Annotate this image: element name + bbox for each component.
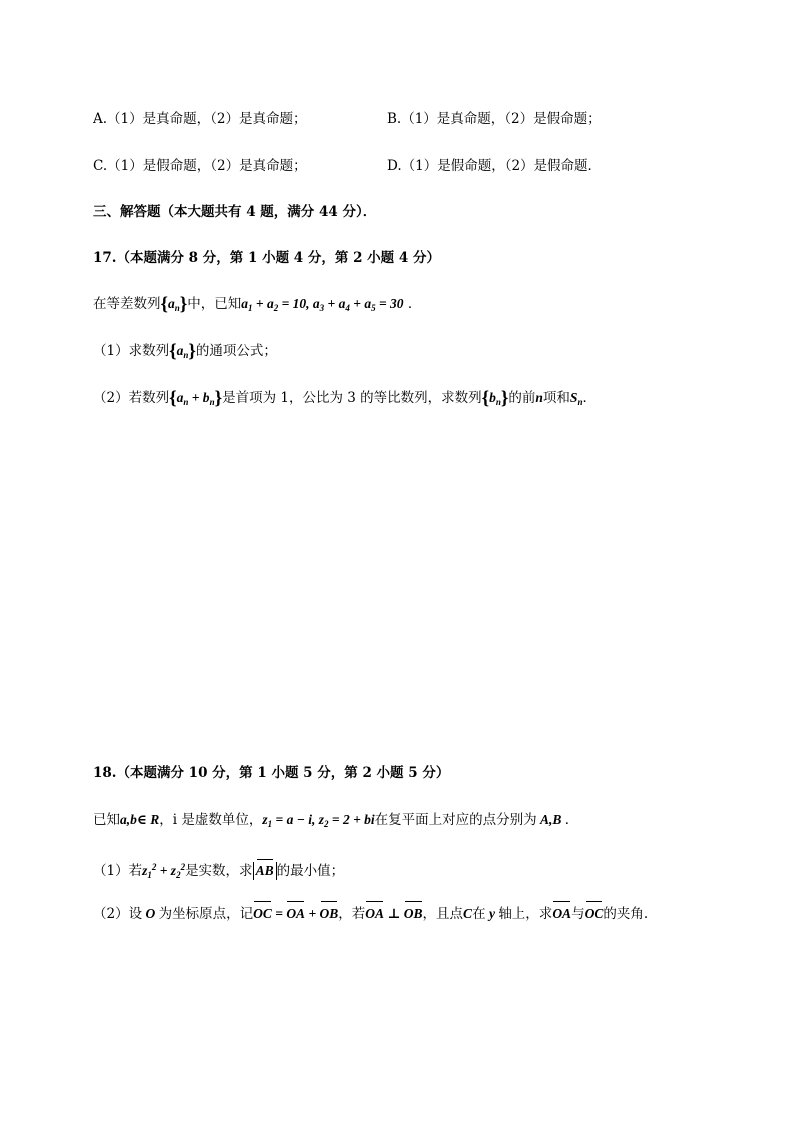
q17-part2 bbox=[93, 388, 596, 412]
q18-part1-mid: 是实数，求 bbox=[185, 863, 253, 879]
q18-stem bbox=[93, 810, 578, 834]
choice-d: D.（1）是假命题，（2）是假命题． bbox=[387, 158, 602, 174]
q17-part2-mid1: 是首项为 1，公比为 3 的等比数列，求数列 bbox=[222, 390, 482, 406]
q17-part1-post: 的通项公式； bbox=[195, 343, 277, 359]
q18-part2-mid1: 为坐标原点，记 bbox=[158, 906, 254, 922]
q17-stem: 在等差数列$\{a_n\}$中，已知$a_1 + a_2 = 10$, $a_3 + a_4 + a_5 = 30$ ． bbox=[93, 294, 422, 315]
z-defs: $z_1 = a - i$, $z_2 = 2$ + bi bbox=[262, 812, 375, 829]
q18-stem-mid2: 在复平面上对应的点分别为 bbox=[374, 812, 537, 828]
q17-part1 bbox=[93, 341, 277, 365]
q17-part2-mid3: 项和 bbox=[542, 390, 570, 406]
var-y: y bbox=[485, 906, 499, 921]
q18-part2-mid4: 在 bbox=[472, 906, 486, 922]
choice-c: C.（1）是假命题，（2）是真命题； bbox=[93, 158, 307, 174]
q18-part1 bbox=[93, 857, 344, 885]
vector-sum: OC = OA + OB bbox=[253, 906, 338, 921]
seq-ab-set: $\{a_n + b_n\}$ bbox=[169, 388, 223, 409]
seq-a-set: $\{a_n\}$ bbox=[160, 294, 188, 315]
q18-part2-mid6: 与 bbox=[571, 906, 585, 922]
points-ab: A,B bbox=[536, 812, 565, 827]
q18-header: 18.（本题满分 10 分，第 1 小题 5 分，第 2 小题 5 分） bbox=[93, 765, 450, 781]
q17-stem-pre: 在等差数列 bbox=[93, 296, 161, 312]
vector-oa: OA bbox=[552, 906, 571, 921]
q17-part2-mid2: 的前 bbox=[508, 390, 536, 406]
ab-in-r: a,b∈ R bbox=[120, 812, 160, 827]
choice-b: B.（1）是真命题，（2）是假命题； bbox=[387, 111, 601, 127]
q17-header: 17.（本题满分 8 分，第 1 小题 4 分，第 2 小题 4 分） bbox=[93, 250, 440, 266]
q17-part1-pre: （1）求数列 bbox=[93, 343, 170, 359]
q18-part2-mid3: ，且点 bbox=[422, 906, 464, 922]
var-o: O bbox=[142, 906, 159, 921]
q18-part2 bbox=[93, 904, 648, 924]
q18-part1-post: 的最小值； bbox=[276, 863, 345, 879]
seq-a-set: $\{a_n\}$ bbox=[169, 341, 196, 362]
q18-part2-end: 的夹角. bbox=[603, 906, 649, 922]
q18-stem-pre: 已知 bbox=[93, 812, 120, 828]
var-n: n bbox=[535, 390, 543, 405]
var-sn: $S_n$ bbox=[569, 390, 583, 407]
vector-oc: OC bbox=[585, 906, 604, 921]
choice-a: A.（1）是真命题，（2）是真命题； bbox=[93, 111, 307, 127]
q18-part2-pre: （2）设 bbox=[93, 906, 143, 922]
abs-ab-vector: AB bbox=[253, 862, 277, 880]
section-heading: 三、解答题（本大题共有 4 题，满分 44 分）． bbox=[93, 204, 377, 220]
q17-part2-pre: （2）若数列 bbox=[93, 390, 170, 406]
q18-part2-mid5: 轴上，求 bbox=[498, 906, 553, 922]
q17-stem-mid: 中，已知 bbox=[187, 296, 242, 312]
vector-perp: OA ⊥ OB bbox=[365, 906, 422, 921]
q18-stem-end: ． bbox=[564, 812, 579, 828]
seq-b-set: $\{b_n\}$ bbox=[481, 388, 509, 409]
z-squares: $z_1^2 + z_2^2$ bbox=[142, 862, 186, 880]
q18-part1-pre: （1）若 bbox=[93, 863, 143, 879]
q17-part2-end: ． bbox=[582, 390, 596, 406]
q17-stem-math: $a_1 + a_2 = 10$, $a_3 + a_4 + a_5 = 30$ bbox=[241, 296, 404, 313]
var-c: C bbox=[463, 906, 473, 921]
q18-part2-mid2: ，若 bbox=[338, 906, 366, 922]
q18-stem-mid1: ，i 是虚数单位， bbox=[159, 812, 263, 828]
